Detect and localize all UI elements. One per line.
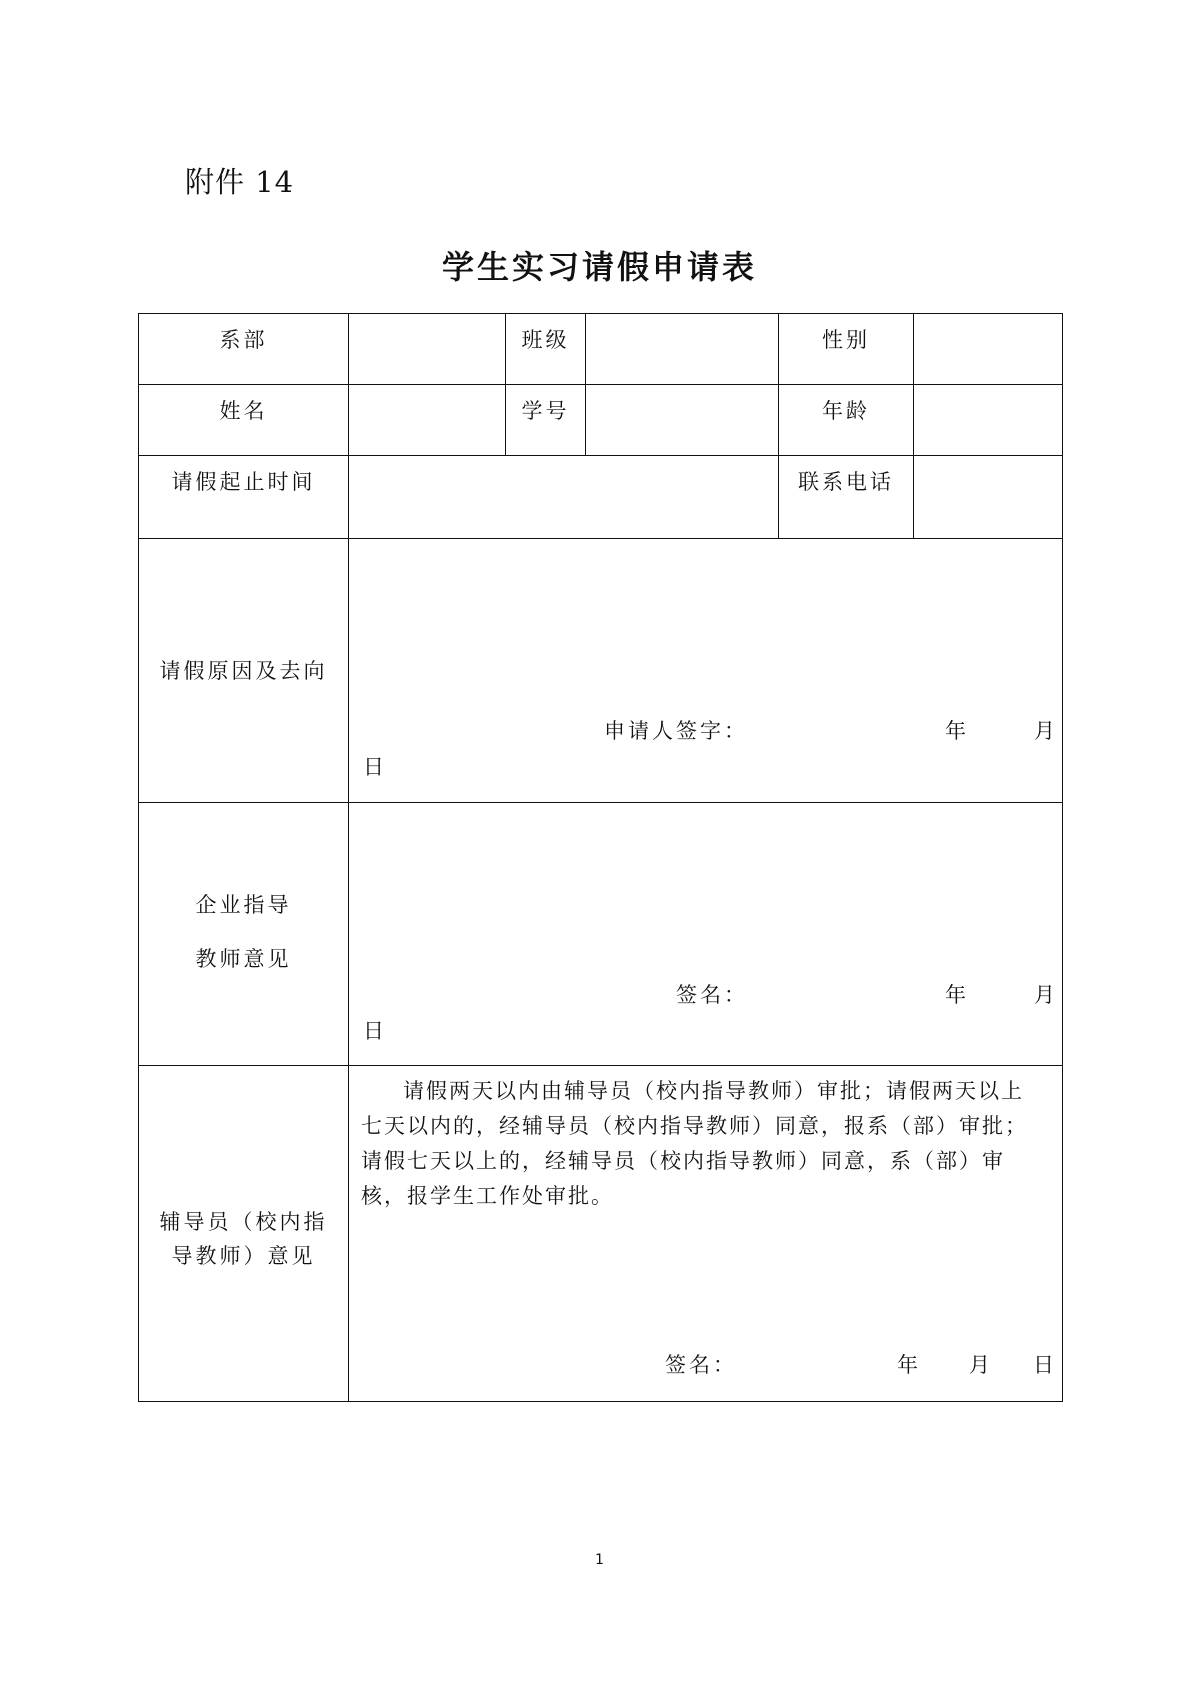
class-field[interactable] [586,314,779,385]
reason-field[interactable] [349,539,1063,803]
applicant-signature-label: 申请人签字： [604,719,748,743]
table-row [139,314,1063,385]
table-row [139,456,1063,539]
enterprise-signature-label: 签名： [676,983,748,1007]
attachment-label: 附件 14 [185,165,295,199]
table-row [139,1066,1063,1402]
day-label: 日 [363,1019,387,1043]
table-row [139,803,1063,1066]
table-row [139,385,1063,456]
name-label: 姓名 [139,385,349,456]
page-number: 1 [595,1552,604,1568]
table-row [139,539,1063,803]
gender-label: 性别 [779,314,914,385]
month-label: 月 [969,1353,993,1377]
year-label: 年 [945,983,969,1007]
month-label: 月 [1034,719,1058,743]
day-label: 日 [363,755,387,779]
student-id-label: 学号 [506,385,586,456]
form-title: 学生实习请假申请表 [441,248,757,286]
leave-period-label: 请假起止时间 [139,456,349,539]
month-label: 月 [1034,983,1058,1007]
leave-period-field[interactable] [349,456,779,539]
name-field[interactable] [349,385,506,456]
enterprise-opinion-field[interactable] [349,803,1063,1066]
gender-field[interactable] [914,314,1063,385]
year-label: 年 [945,719,969,743]
phone-field[interactable] [914,456,1063,539]
enterprise-label-line-2: 教师意见 [195,947,292,971]
age-label: 年龄 [779,385,914,456]
reason-label: 请假原因及去向 [139,539,349,803]
age-field[interactable] [914,385,1063,456]
department-label: 系部 [139,314,349,385]
counselor-opinion-label [139,1066,349,1402]
department-field[interactable] [349,314,506,385]
enterprise-teacher-opinion-label [139,803,349,1066]
enterprise-label-line-1: 企业指导 [195,893,292,917]
counselor-opinion-field[interactable] [349,1066,1063,1402]
year-label: 年 [897,1353,921,1377]
student-id-field[interactable] [586,385,779,456]
leave-application-table [138,313,1063,1402]
class-label: 班级 [506,314,586,385]
approval-rules-note: 请假两天以内由辅导员（校内指导教师）审批；请假两天以上七天以内的，经辅导员（校内指导教师）同意，报系（部）审批；请假七天以上的，经辅导员（校内指导教师）同意，系（部）审核，报学生工作处审批。 [361,1079,1028,1208]
phone-label: 联系电话 [779,456,914,539]
counselor-signature-label: 签名： [665,1353,737,1377]
counselor-label-text: 辅导员（校内指导教师）意见 [159,1209,328,1268]
day-label: 日 [1033,1353,1057,1377]
